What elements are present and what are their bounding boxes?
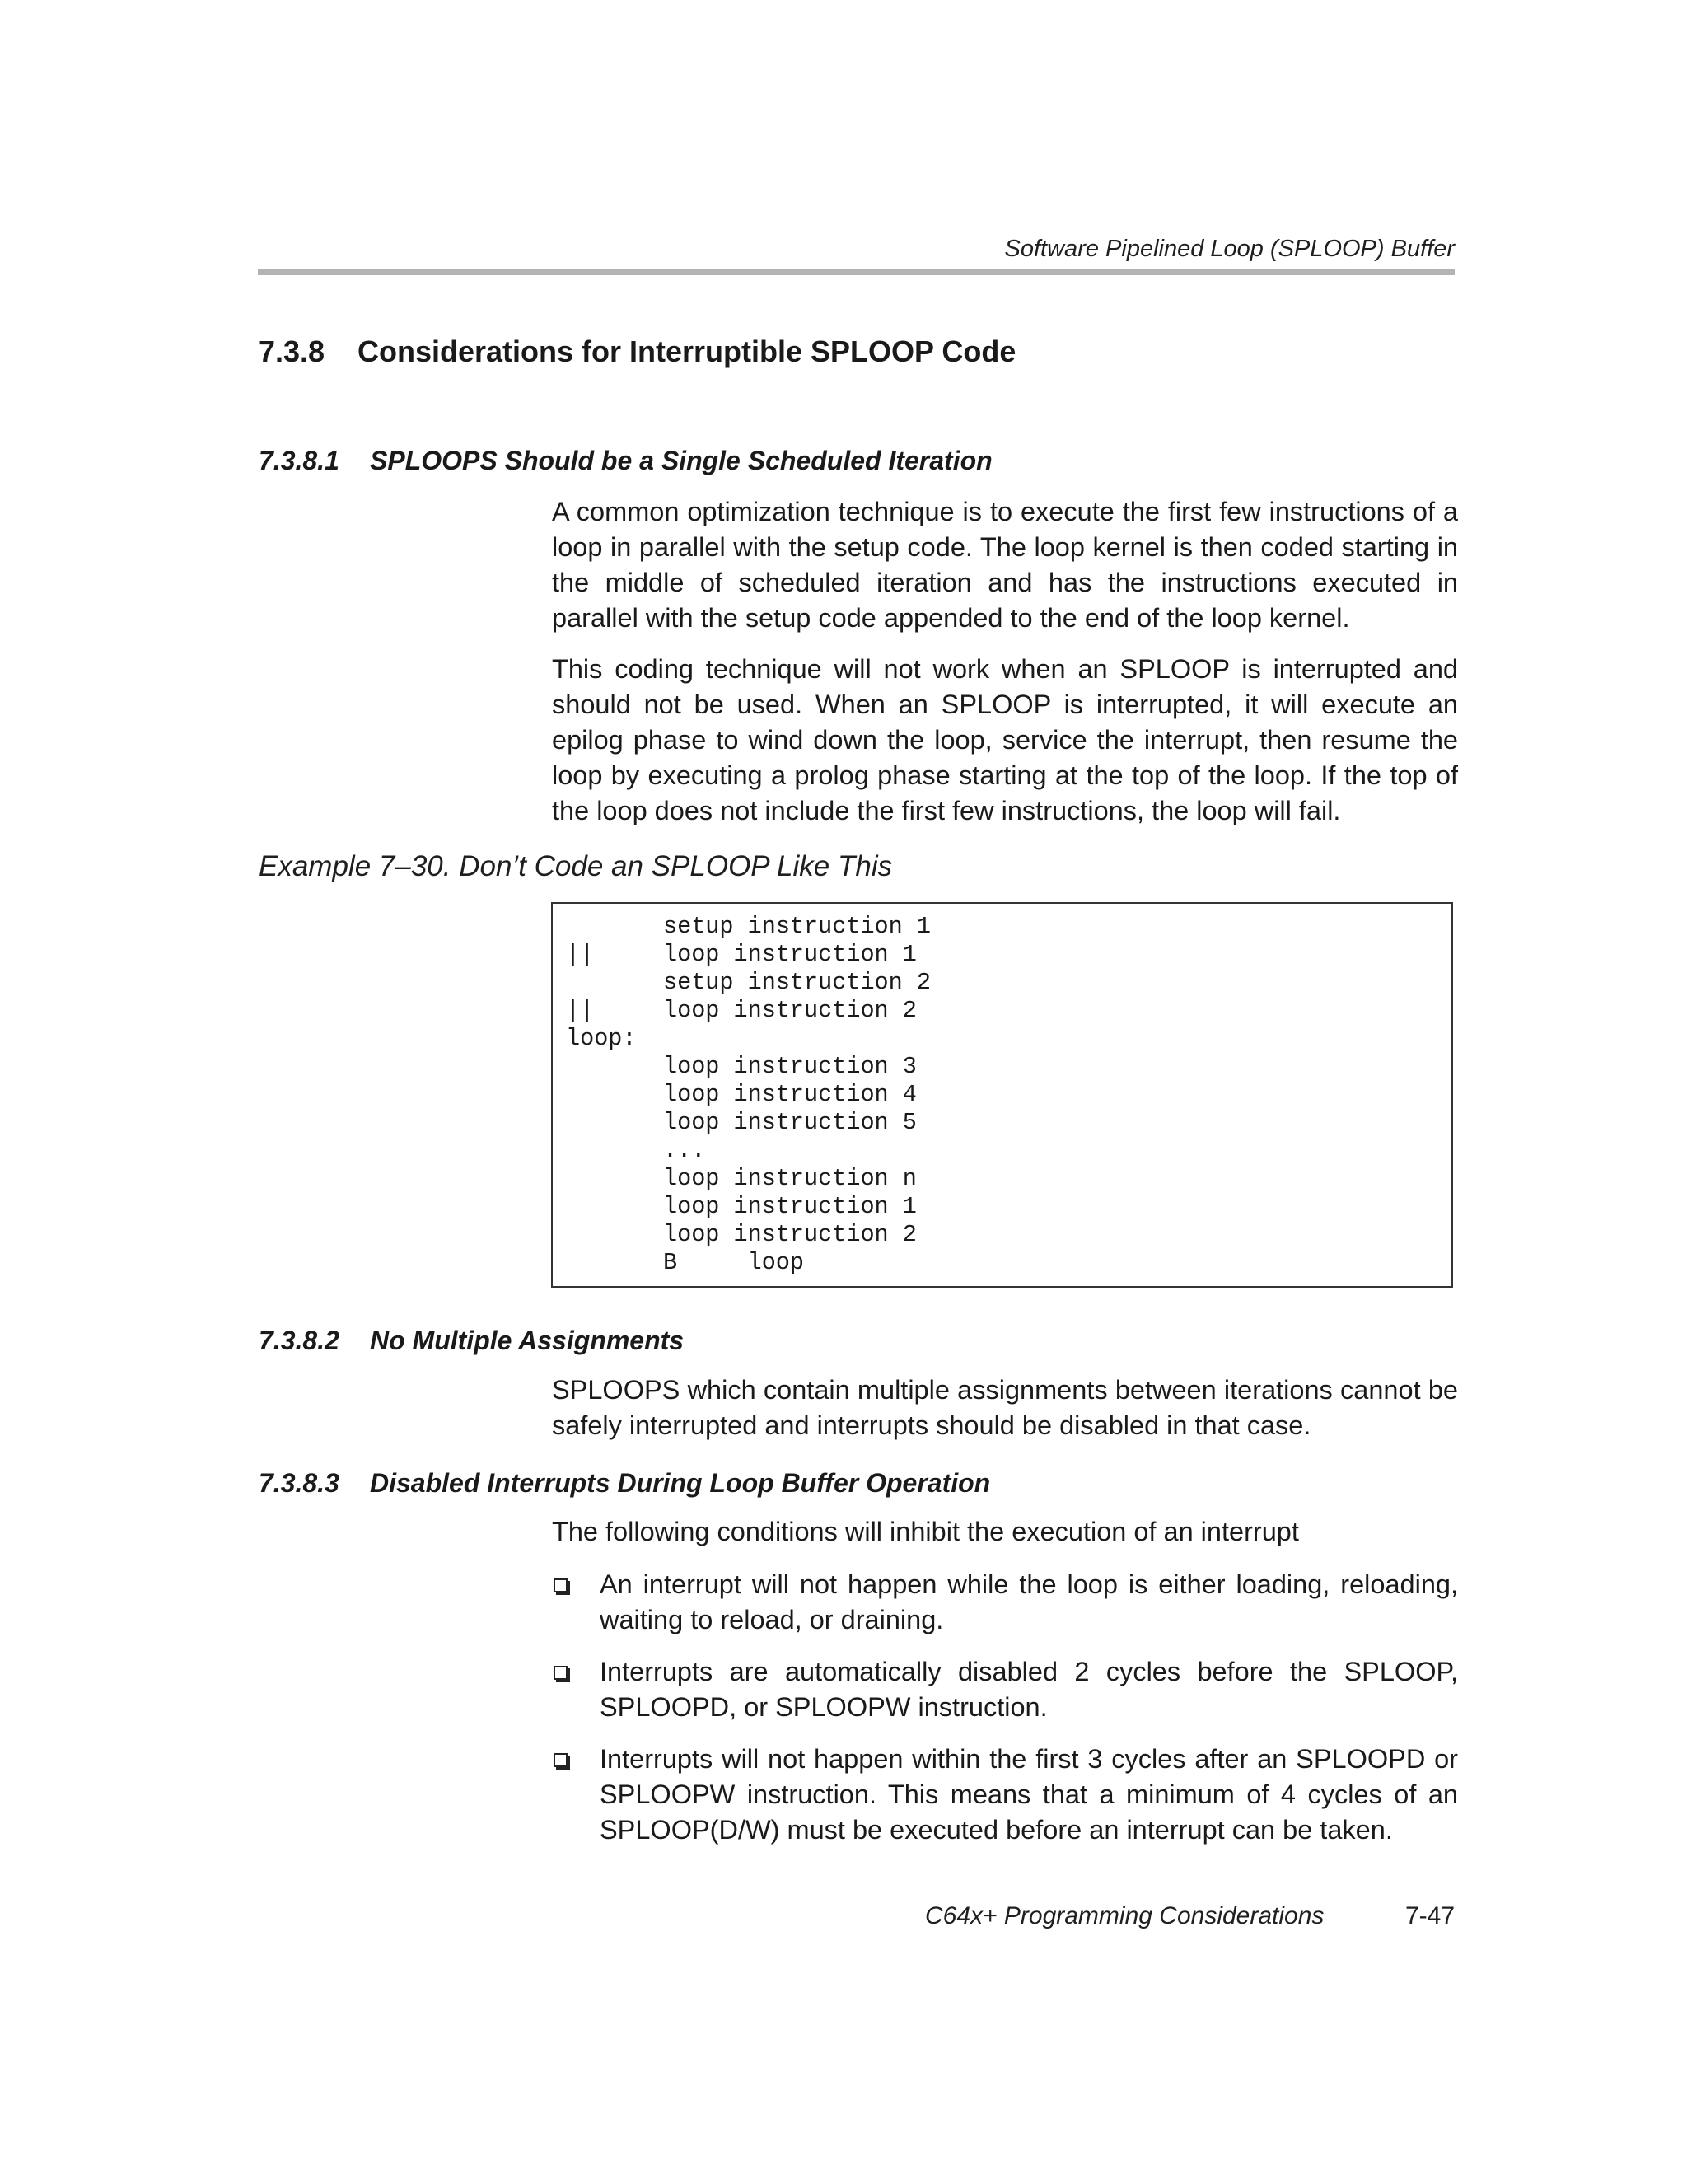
code-line — [566, 941, 917, 969]
running-header: Software Pipelined Loop (SPLOOP) Buffer — [1004, 236, 1455, 262]
code-line — [566, 1221, 917, 1249]
list-item-text: Interrupts are automatically disabled 2 cycles before the SPLOOP, SPLOOPD, or SPLOOPW instruction. — [600, 1657, 1458, 1722]
subsection-heading-2 — [259, 1326, 684, 1356]
code-label: loop: — [566, 1025, 637, 1052]
header-rule — [258, 269, 1455, 275]
subsection-number-3: 7.3.8.3 — [259, 1468, 339, 1498]
code-line — [566, 1053, 917, 1081]
code-line — [566, 1249, 804, 1277]
code-text: ... — [663, 1137, 706, 1164]
code-example-box — [551, 902, 1453, 1288]
code-text: loop instruction 1 — [663, 1193, 917, 1220]
code-text: loop instruction 3 — [663, 1053, 917, 1080]
code-line — [566, 1165, 917, 1193]
subsection-number-1: 7.3.8.1 — [259, 446, 339, 475]
code-text: loop instruction 2 — [663, 997, 917, 1024]
footer-title: C64x+ Programming Considerations — [925, 1902, 1325, 1929]
paragraph-conditions-intro: The following conditions will inhibit the execution of an interrupt — [552, 1517, 1299, 1546]
checkbox-bullet-icon — [554, 1578, 568, 1592]
code-line — [566, 997, 917, 1025]
section-title: Considerations for Interruptible SPLOOP Code — [357, 334, 1016, 368]
code-line — [566, 1137, 705, 1165]
subsection-title-2: No Multiple Assignments — [370, 1326, 685, 1355]
paragraph-multiple-assignments: SPLOOPS which contain multiple assignments between iterations cannot be safely interrupted and interrupts should be disabled in that case. — [552, 1375, 1458, 1440]
code-line — [566, 1193, 917, 1221]
code-line — [566, 913, 931, 941]
code-line — [566, 969, 931, 997]
paragraph-optimization-technique: A common optimization technique is to execute the first few instructions of a loop in parallel with the setup code. The loop kernel is then coded starting in the middle of scheduled iteration and has the instructions executed in parallel with the setup code appended to the end of the loop kernel. — [552, 497, 1458, 633]
example-title: Example 7–30. Don’t Code an SPLOOP Like This — [259, 850, 893, 882]
code-text: B loop — [663, 1249, 805, 1276]
code-text: loop instruction 2 — [663, 1221, 917, 1248]
subsection-heading-1 — [259, 446, 993, 476]
code-text: setup instruction 2 — [663, 969, 931, 996]
code-text: loop instruction n — [663, 1165, 917, 1192]
checkbox-bullet-icon — [554, 1753, 568, 1767]
section-number: 7.3.8 — [259, 334, 325, 368]
subsection-heading-3 — [259, 1468, 990, 1499]
subsection-title-1: SPLOOPS Should be a Single Scheduled Iteration — [370, 446, 993, 475]
paragraph-coding-technique-warning: This coding technique will not work when an SPLOOP is interrupted and should not be used. When an SPLOOP is interrupted, it will execute an epilog phase to wind down the loop, service the interrupt, then resume the loop by executing a prolog phase starting at the top of the loop. If the top of the loop does not include the first few instructions, the loop will fail. — [552, 654, 1458, 825]
code-line — [566, 1109, 917, 1137]
code-text: setup instruction 1 — [663, 913, 931, 940]
subsection-title-3: Disabled Interrupts During Loop Buffer Operation — [370, 1468, 991, 1498]
page-number: 7-47 — [1404, 1902, 1455, 1929]
section-heading — [259, 334, 1016, 369]
code-text: loop instruction 1 — [663, 941, 917, 968]
code-text: loop instruction 5 — [663, 1109, 917, 1136]
list-item-text: Interrupts will not happen within the first 3 cycles after an SPLOOPD or SPLOOPW instruction. This means that a minimum of 4 cycles of an SPLOOP(D/W) must be executed before an interrupt can be taken. — [600, 1744, 1458, 1845]
subsection-number-2: 7.3.8.2 — [259, 1326, 339, 1355]
code-prefix: || — [566, 941, 595, 968]
list-item-text: An interrupt will not happen while the loop is either loading, reloading, waiting to reload, or draining. — [600, 1569, 1458, 1634]
code-line — [566, 1025, 663, 1053]
checkbox-bullet-icon — [554, 1666, 568, 1680]
code-prefix: || — [566, 997, 595, 1024]
code-line — [566, 1081, 917, 1109]
code-text: loop instruction 4 — [663, 1081, 917, 1108]
